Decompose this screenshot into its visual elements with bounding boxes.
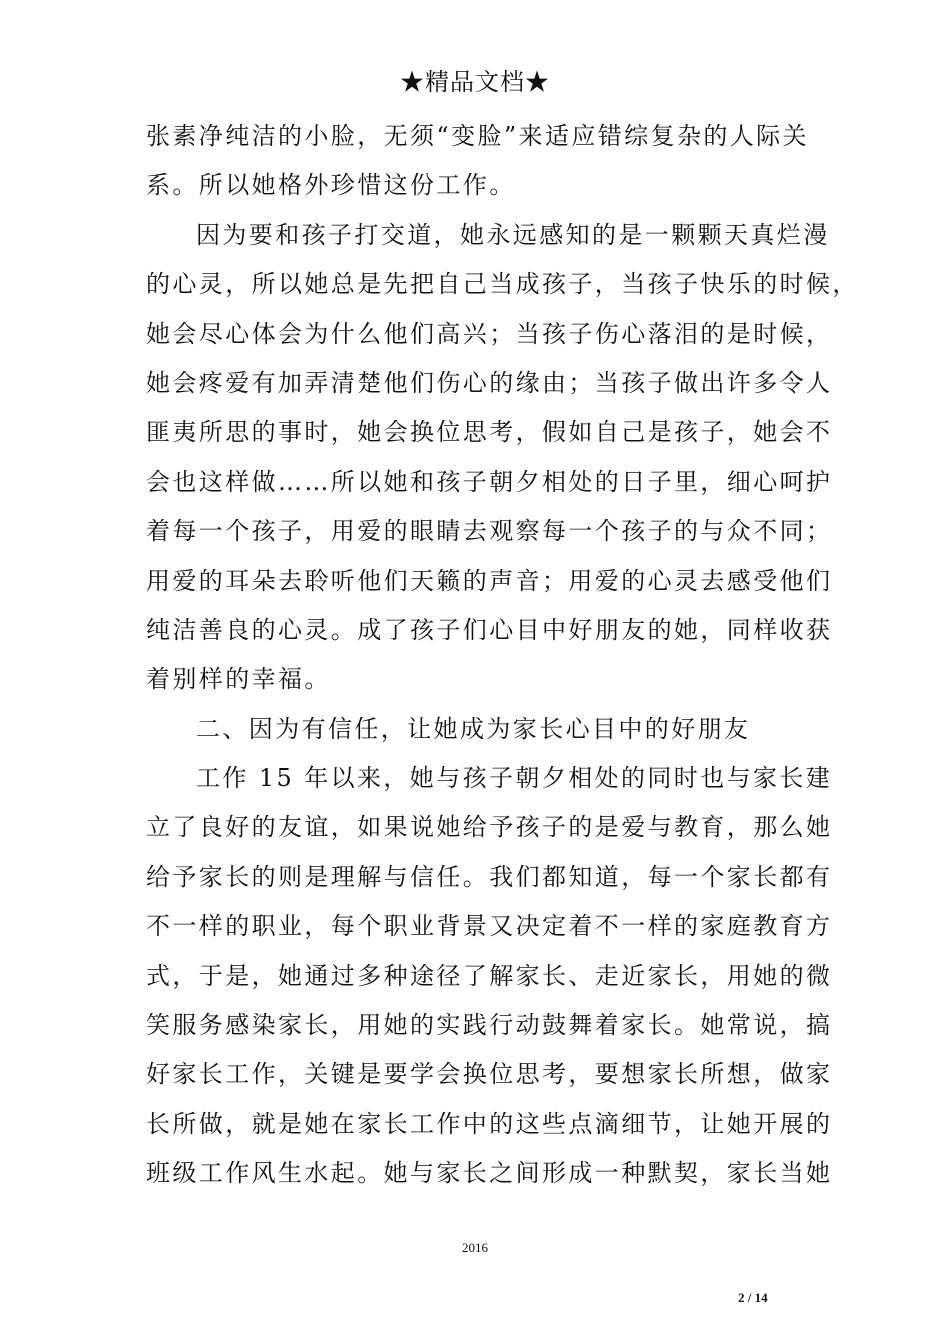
text-line: 因为要和孩子打交道，她永远感知的是一颗颗天真烂漫 bbox=[196, 220, 830, 249]
text-line: 她会尽心体会为什么他们高兴；当孩子伤心落泪的是时候， bbox=[146, 319, 833, 348]
section-heading: 二、因为有信任，让她成为家长心目中的好朋友 bbox=[196, 714, 751, 743]
text-line: 着别样的幸福。 bbox=[146, 665, 331, 694]
text-line: 给予家长的则是理解与信任。我们都知道，每一个家长都有 bbox=[146, 862, 833, 891]
page-header-title: ★精品文档★ bbox=[400, 68, 550, 96]
text-line: 长所做，就是她在家长工作中的这些点滴细节，让她开展的 bbox=[146, 1109, 833, 1138]
text-line: 班级工作风生水起。她与家长之间形成一种默契，家长当她 bbox=[146, 1159, 833, 1188]
text-line: 会也这样做……所以她和孩子朝夕相处的日子里，细心呵护 bbox=[146, 467, 833, 496]
text-line: 张素净纯洁的小脸，无须“变脸”来适应错综复杂的人际关 bbox=[146, 122, 809, 150]
text-line: 好家长工作，关键是要学会换位思考，要想家长所想，做家 bbox=[146, 1060, 833, 1089]
text-line: 笑服务感染家长，用她的实践行动鼓舞着家长。她常说，搞 bbox=[146, 1011, 833, 1040]
text-line: 不一样的职业，每个职业背景又决定着不一样的家庭教育方 bbox=[146, 912, 833, 941]
text-line: 她会疼爱有加弄清楚他们伤心的缘由；当孩子做出许多令人 bbox=[146, 368, 833, 397]
text-line: 系。所以她格外珍惜这份工作。 bbox=[146, 171, 516, 200]
text-line: 纯洁善良的心灵。成了孩子们心目中好朋友的她，同样收获 bbox=[146, 615, 833, 644]
page-number: 2 / 14 bbox=[738, 1290, 768, 1305]
text-line: 工作 15 年以来，她与孩子朝夕相处的同时也与家长建 bbox=[196, 764, 833, 793]
text-line: 匪夷所思的事时，她会换位思考，假如自己是孩子，她会不 bbox=[146, 418, 833, 447]
footer-year: 2016 bbox=[462, 1240, 488, 1255]
text-line: 用爱的耳朵去聆听他们天籁的声音；用爱的心灵去感受他们 bbox=[146, 566, 833, 595]
text-line: 式，于是，她通过多种途径了解家长、走近家长，用她的微 bbox=[146, 961, 833, 990]
document-body bbox=[146, 112, 859, 1199]
text-line: 立了良好的友谊，如果说她给予孩子的是爱与教育，那么她 bbox=[146, 813, 833, 842]
text-line: 的心灵，所以她总是先把自己当成孩子，当孩子快乐的时候， bbox=[146, 270, 859, 299]
text-line: 着每一个孩子，用爱的眼睛去观察每一个孩子的与众不同； bbox=[146, 517, 833, 546]
